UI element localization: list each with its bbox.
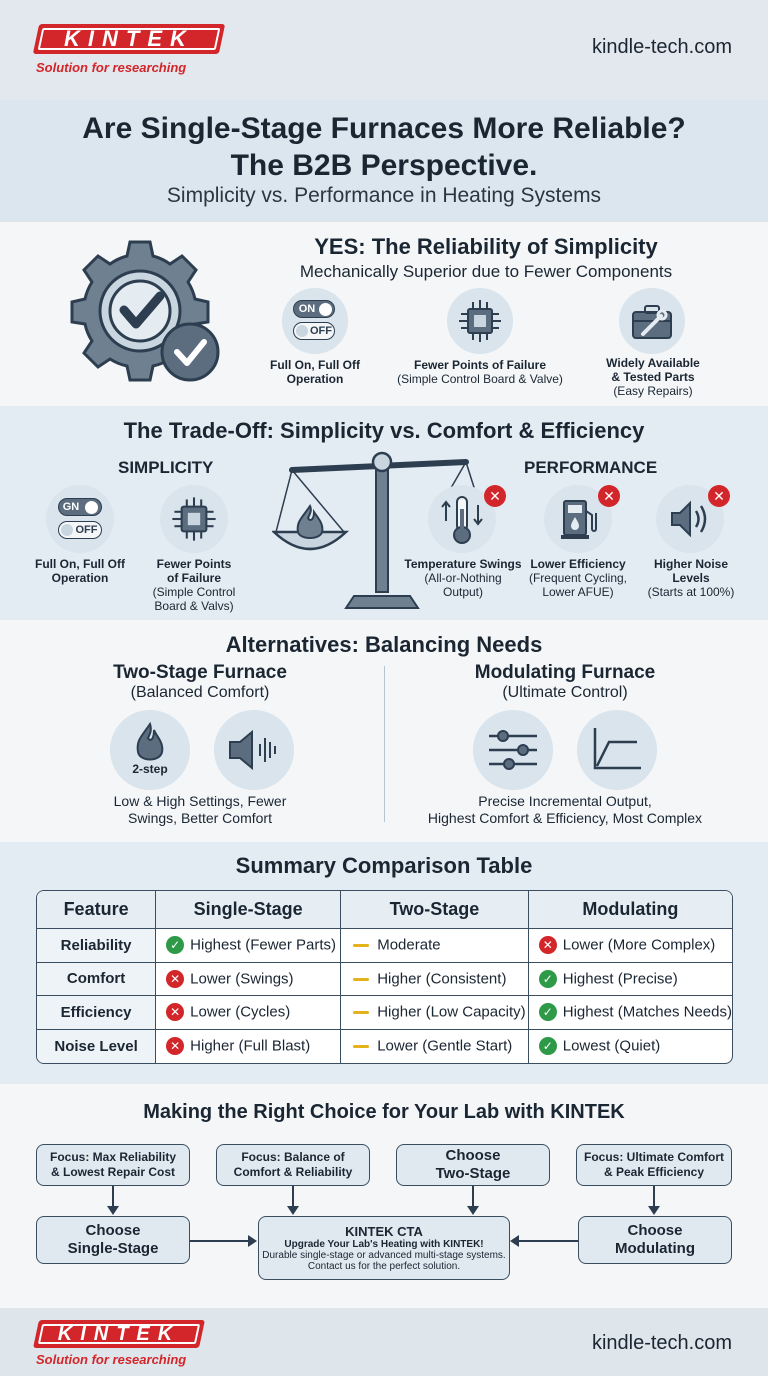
check-icon: ✓ [539,1037,557,1055]
column-header: Single-Stage [156,891,341,929]
circuit-chip-icon [447,288,513,354]
feature-cell: Efficiency [37,996,156,1030]
value-text: Moderate [377,937,441,955]
x-icon: ✕ [166,1037,184,1055]
value-text: Highest (Matches Needs) [562,1003,732,1021]
yes-item-1-label: Full On, Full Off Operation [270,358,360,386]
column-header: Two-Stage [341,891,529,929]
logo-tagline: Solution for researching [36,60,187,75]
simplicity-item-2-label: Fewer Points of Failure (Simple Control Board & Valvs) [152,557,236,613]
modulating-title: Modulating Furnace [474,662,656,683]
performance-item-3-label: Higher Noise Levels (Starts at 100%) [647,557,735,599]
yes-item-3-label: Widely Available & Tested Parts (Easy Repairs) [606,356,700,398]
comparison-table [36,890,733,1064]
footer-site-domain[interactable]: kindle-tech.com [591,1332,732,1354]
value-text: Highest (Fewer Parts) [190,936,337,954]
tradeoff-heading: The Trade-Off: Simplicity vs. Comfort & Efficiency [123,418,645,443]
page-title-line2: The B2B Perspective. [230,149,538,182]
value-text: Lower (Swings) [190,970,294,988]
table-row [37,996,732,1030]
check-icon: ✓ [166,936,184,954]
modulating-description: Precise Incremental Output, Highest Comfort & Efficiency, Most Complex [427,793,703,826]
two-stage-description: Low & High Settings, Fewer Swings, Better Comfort [113,793,287,826]
value-cell [341,1030,529,1064]
two-stage-title: Two-Stage Furnace [113,662,287,683]
toolbox-icon [619,288,685,354]
value-text: Higher (Low Capacity) [377,1004,526,1022]
check-icon: ✓ [539,970,557,988]
x-icon: ✕ [166,970,184,988]
value-cell [156,1030,341,1064]
circuit-chip-icon [160,485,228,553]
on-off-switch-icon [282,288,348,354]
value-text: Highest (Precise) [562,970,678,988]
two-stage-subtitle: (Balanced Comfort) [130,684,270,701]
simplicity-item-1-label: Full On, Full Off Operation [35,557,125,585]
value-cell [341,996,529,1030]
focus-comfort-box: Focus: Ultimate Comfort & Peak Efficiency [576,1144,732,1186]
arrow-head [648,1206,660,1215]
site-domain[interactable]: kindle-tech.com [591,36,732,58]
footer-logo-tagline: Solution for researching [36,1352,187,1367]
value-cell [341,963,529,997]
x-icon: ✕ [539,936,557,954]
x-mark-icon: ✕ [708,485,730,507]
gear-check-icon [62,232,228,392]
switch-off-label: OFF [310,325,332,337]
dash-icon [353,1011,369,1014]
arrow-down [472,1186,474,1208]
x-icon: ✕ [166,1003,184,1021]
arrow-down [292,1186,294,1208]
arrow-head [107,1206,119,1215]
choose-modulating-box[interactable]: Choose Modulating [578,1216,732,1264]
value-text: Lower (Cycles) [190,1003,291,1021]
two-step-badge: 2-step [132,762,168,776]
switch-off-label: OFF [75,524,98,536]
speaker-soft-icon [214,710,294,790]
column-header: Feature [37,891,156,929]
on-off-switch-icon [46,485,114,553]
arrow-head [467,1206,479,1215]
arrow-head [248,1235,257,1247]
value-cell [529,963,732,997]
choose-two-stage-box[interactable]: Choose Two-Stage [396,1144,550,1186]
value-text: Lower (More Complex) [562,936,716,954]
value-text: Higher (Consistent) [377,970,507,988]
switch-on-label: ON [298,303,316,315]
arrow-down [112,1186,114,1208]
modulating-subtitle: (Ultimate Control) [502,684,628,701]
yes-subheading: Mechanically Superior due to Fewer Components [299,262,673,281]
table-row [37,1030,732,1064]
choice-heading: Making the Right Choice for Your Lab with KINTEK [143,1101,625,1123]
value-cell [156,996,341,1030]
value-text: Lower (Gentle Start) [377,1038,513,1056]
table-row [37,929,732,963]
table-row [37,963,732,997]
value-text: Higher (Full Blast) [190,1037,311,1055]
switch-on-label: GN [62,501,80,513]
arrow-left [518,1240,578,1242]
alternatives-heading: Alternatives: Balancing Needs [225,632,543,657]
arrow-head [510,1235,519,1247]
page-subtitle: Simplicity vs. Performance in Heating Systems [166,184,602,207]
footer-logo-text: KINTEK [57,1323,181,1345]
yes-heading: YES: The Reliability of Simplicity [314,234,658,259]
performance-heading: PERFORMANCE [524,458,658,477]
divider [384,666,385,822]
arrow-down [653,1186,655,1208]
value-text: Lowest (Quiet) [562,1037,661,1055]
value-cell [529,996,732,1030]
x-mark-icon: ✕ [484,485,506,507]
feature-cell: Comfort [37,963,156,997]
focus-balance-box: Focus: Balance of Comfort & Reliability [216,1144,370,1186]
value-cell [341,929,529,963]
arrow-right [190,1240,250,1242]
dash-icon [353,1045,369,1048]
performance-item-1-label: Temperature Swings (All-or-Nothing Output) [404,557,522,599]
simplicity-heading: SIMPLICITY [118,458,214,477]
focus-reliability-box: Focus: Max Reliability & Lowest Repair Cost [36,1144,190,1186]
table-header-row [37,891,732,929]
choose-single-stage-box[interactable]: Choose Single-Stage [36,1216,190,1264]
table-heading: Summary Comparison Table [235,853,533,878]
yes-item-2-label: Fewer Points of Failure (Simple Control Board & Valve) [397,358,563,386]
arrow-head [287,1206,299,1215]
value-cell [156,929,341,963]
dash-icon [353,944,369,947]
flame-icon [110,710,190,790]
sliders-icon [473,710,553,790]
column-header: Modulating [529,891,732,929]
kintek-cta-box[interactable]: KINTEK CTA Upgrade Your Lab's Heating with KINTEK! Durable single-stage or advanced multi-stage systems. Contact us for the perfect solution. [258,1216,510,1280]
feature-cell: Reliability [37,929,156,963]
x-mark-icon: ✕ [598,485,620,507]
dash-icon [353,978,369,981]
check-icon: ✓ [539,1003,557,1021]
value-cell [529,1030,732,1064]
page-title-line1: Are Single-Stage Furnaces More Reliable? [82,112,686,145]
value-cell [156,963,341,997]
output-curve-icon [577,710,657,790]
performance-item-2-label: Lower Efficiency (Frequent Cycling, Lower AFUE) [528,557,628,599]
logo-text: KINTEK [64,26,194,51]
value-cell [529,929,732,963]
feature-cell: Noise Level [37,1030,156,1064]
